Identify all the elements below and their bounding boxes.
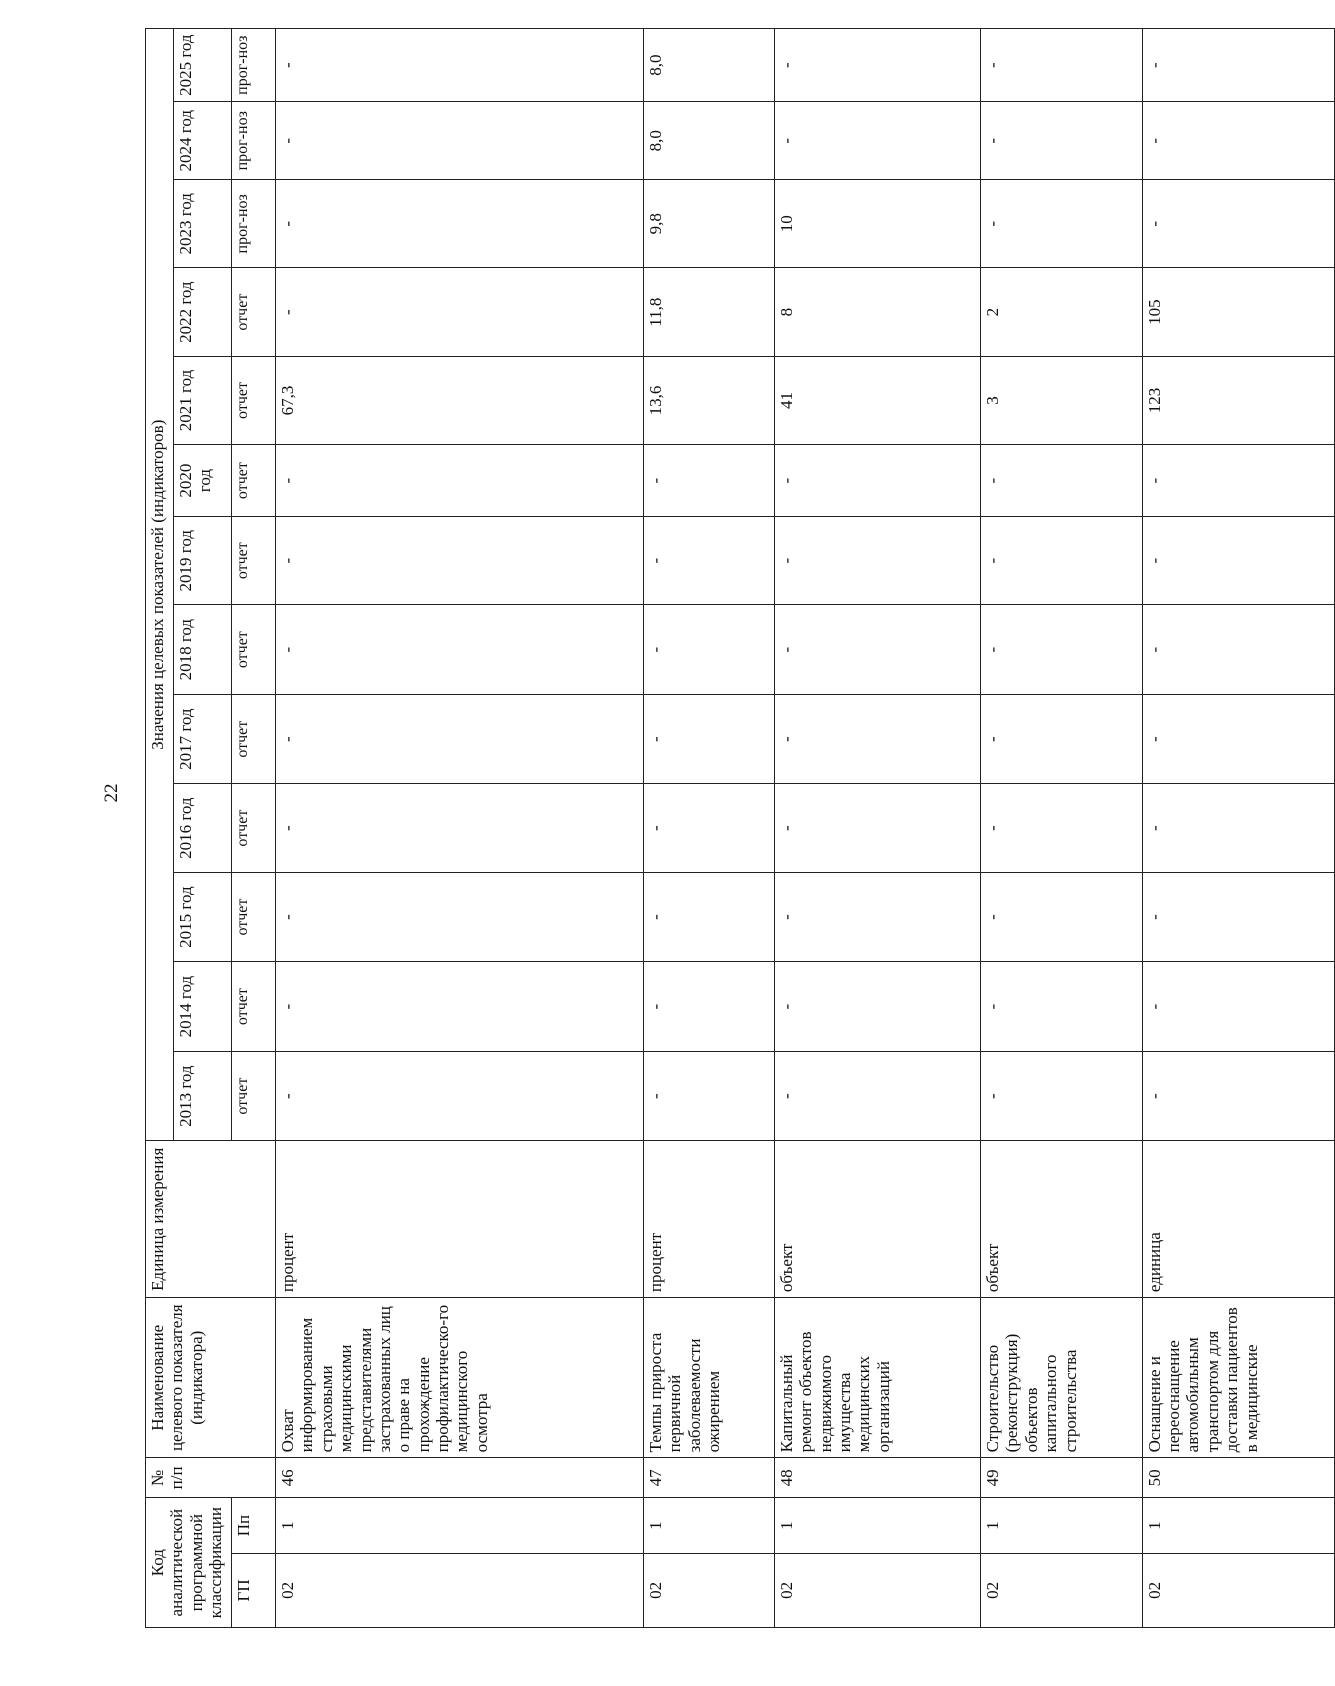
header-code-group: Код аналитической программной классификации [146,1498,232,1628]
header-year: 2022 год [174,268,232,356]
cell-value: - [774,784,980,872]
cell-value: - [981,605,1143,695]
cell-value: 10 [774,180,980,268]
cell-pp: 1 [774,1498,980,1553]
header-value-type: отчет [232,784,276,872]
header-year: 2021 год [174,356,232,444]
header-value-type: отчет [232,605,276,695]
cell-value: - [644,517,775,605]
header-year: 2017 год [174,694,232,784]
header-year: 2018 год [174,605,232,695]
cell-pp: 1 [644,1498,775,1553]
cell-indicator-name: Темпы прироста первичной заболеваемости ожирением [644,1298,775,1458]
table-body [276,29,1335,1628]
cell-num: 50 [1142,1458,1334,1498]
cell-value: - [276,445,644,517]
cell-value: - [981,102,1143,180]
cell-value: - [981,872,1143,962]
table-row [276,29,644,1628]
cell-value: 41 [774,356,980,444]
cell-value: - [276,784,644,872]
header-value-type: прог-ноз [232,102,276,180]
cell-value: 13,6 [644,356,775,444]
cell-value: - [774,694,980,784]
header-num: № п/п [146,1458,276,1498]
page-number: 22 [101,783,122,803]
cell-value: - [981,445,1143,517]
cell-gp: 02 [276,1553,644,1627]
cell-value: 123 [1142,356,1334,444]
cell-indicator-name: Капитальный ремонт объектов недвижимого имущества медицинских организаций [774,1298,980,1458]
header-values-group: Значения целевых показателей (индикаторов) [146,29,174,1141]
header-value-type: прог-ноз [232,29,276,102]
cell-value: - [276,102,644,180]
cell-value: 9,8 [644,180,775,268]
cell-value: 3 [981,356,1143,444]
cell-value: - [1142,29,1334,102]
table-header [146,29,276,1628]
cell-value: - [644,872,775,962]
cell-num: 47 [644,1458,775,1498]
cell-value: 11,8 [644,268,775,356]
target-indicators-table [145,28,1335,1628]
header-year: 2016 год [174,784,232,872]
cell-value: - [774,962,980,1052]
cell-value: - [276,605,644,695]
header-year: 2025 год [174,29,232,102]
cell-pp: 1 [1142,1498,1334,1553]
header-value-type: отчет [232,962,276,1052]
cell-unit: объект [774,1141,980,1298]
cell-value: - [774,445,980,517]
header-year: 2023 год [174,180,232,268]
cell-indicator-name: Строительство (реконструкция) объектов капитального строительства [981,1298,1143,1458]
cell-value: - [981,180,1143,268]
cell-value: - [1142,784,1334,872]
header-value-type: отчет [232,268,276,356]
header-value-type: отчет [232,356,276,444]
cell-num: 46 [276,1458,644,1498]
cell-value: - [644,962,775,1052]
cell-value: - [981,962,1143,1052]
cell-value: - [276,872,644,962]
cell-value: 2 [981,268,1143,356]
cell-value: - [774,605,980,695]
cell-value: - [644,1051,775,1141]
header-pp: Пп [232,1498,276,1553]
cell-value: - [644,694,775,784]
cell-value: - [981,694,1143,784]
cell-value: - [1142,694,1334,784]
header-year: 2015 год [174,872,232,962]
header-value-type: отчет [232,872,276,962]
cell-value: - [276,268,644,356]
cell-value: - [774,29,980,102]
cell-value: - [276,1051,644,1141]
cell-num: 48 [774,1458,980,1498]
cell-gp: 02 [644,1553,775,1627]
cell-pp: 1 [276,1498,644,1553]
header-name: Наименование целевого показателя (индикатора) [146,1298,276,1458]
cell-value: 8,0 [644,29,775,102]
cell-value: 8,0 [644,102,775,180]
cell-indicator-name: Охват информированием страховыми медицинскими представителями застрахованных лиц о праве на прохождение профилактическо-го медицинского осмотра [276,1298,644,1458]
cell-value: - [774,517,980,605]
cell-unit: процент [644,1141,775,1298]
cell-unit: единица [1142,1141,1334,1298]
header-value-type: отчет [232,517,276,605]
cell-value: - [981,517,1143,605]
cell-gp: 02 [981,1553,1143,1627]
cell-value: - [276,29,644,102]
header-year: 2024 год [174,102,232,180]
cell-value: 105 [1142,268,1334,356]
header-row-1 [146,29,174,1628]
table-row [644,29,775,1628]
cell-unit: объект [981,1141,1143,1298]
cell-indicator-name: Оснащение и переоснащение автомобильным транспортом для доставки пациентов в медицинские [1142,1298,1334,1458]
table-row [981,29,1143,1628]
cell-value: - [644,605,775,695]
header-year: 2019 год [174,517,232,605]
header-value-type: отчет [232,1051,276,1141]
cell-value: - [774,1051,980,1141]
cell-value: - [644,445,775,517]
cell-value: - [1142,517,1334,605]
cell-value: - [1142,180,1334,268]
header-year: 2013 год [174,1051,232,1141]
cell-value: 67,3 [276,356,644,444]
cell-value: - [774,872,980,962]
cell-value: - [1142,872,1334,962]
cell-value: - [276,962,644,1052]
header-gp: ГП [232,1553,276,1627]
header-unit: Единица измерения [146,1141,276,1298]
cell-pp: 1 [981,1498,1143,1553]
header-value-type: прог-ноз [232,180,276,268]
cell-gp: 02 [1142,1553,1334,1627]
header-value-type: отчет [232,445,276,517]
cell-value: - [981,784,1143,872]
cell-value: - [276,694,644,784]
header-year: 2020 год [174,445,232,517]
cell-value: - [774,102,980,180]
cell-value: - [644,784,775,872]
cell-unit: процент [276,1141,644,1298]
table-row [774,29,980,1628]
cell-value: - [981,1051,1143,1141]
cell-value: - [276,180,644,268]
cell-gp: 02 [774,1553,980,1627]
rotated-table-container [145,28,1335,1628]
header-year: 2014 год [174,962,232,1052]
cell-value: - [981,29,1143,102]
header-value-type: отчет [232,694,276,784]
table-row [1142,29,1334,1628]
cell-value: - [1142,445,1334,517]
cell-value: - [1142,102,1334,180]
cell-num: 49 [981,1458,1143,1498]
cell-value: - [1142,605,1334,695]
cell-value: - [1142,1051,1334,1141]
cell-value: 8 [774,268,980,356]
cell-value: - [1142,962,1334,1052]
cell-value: - [276,517,644,605]
